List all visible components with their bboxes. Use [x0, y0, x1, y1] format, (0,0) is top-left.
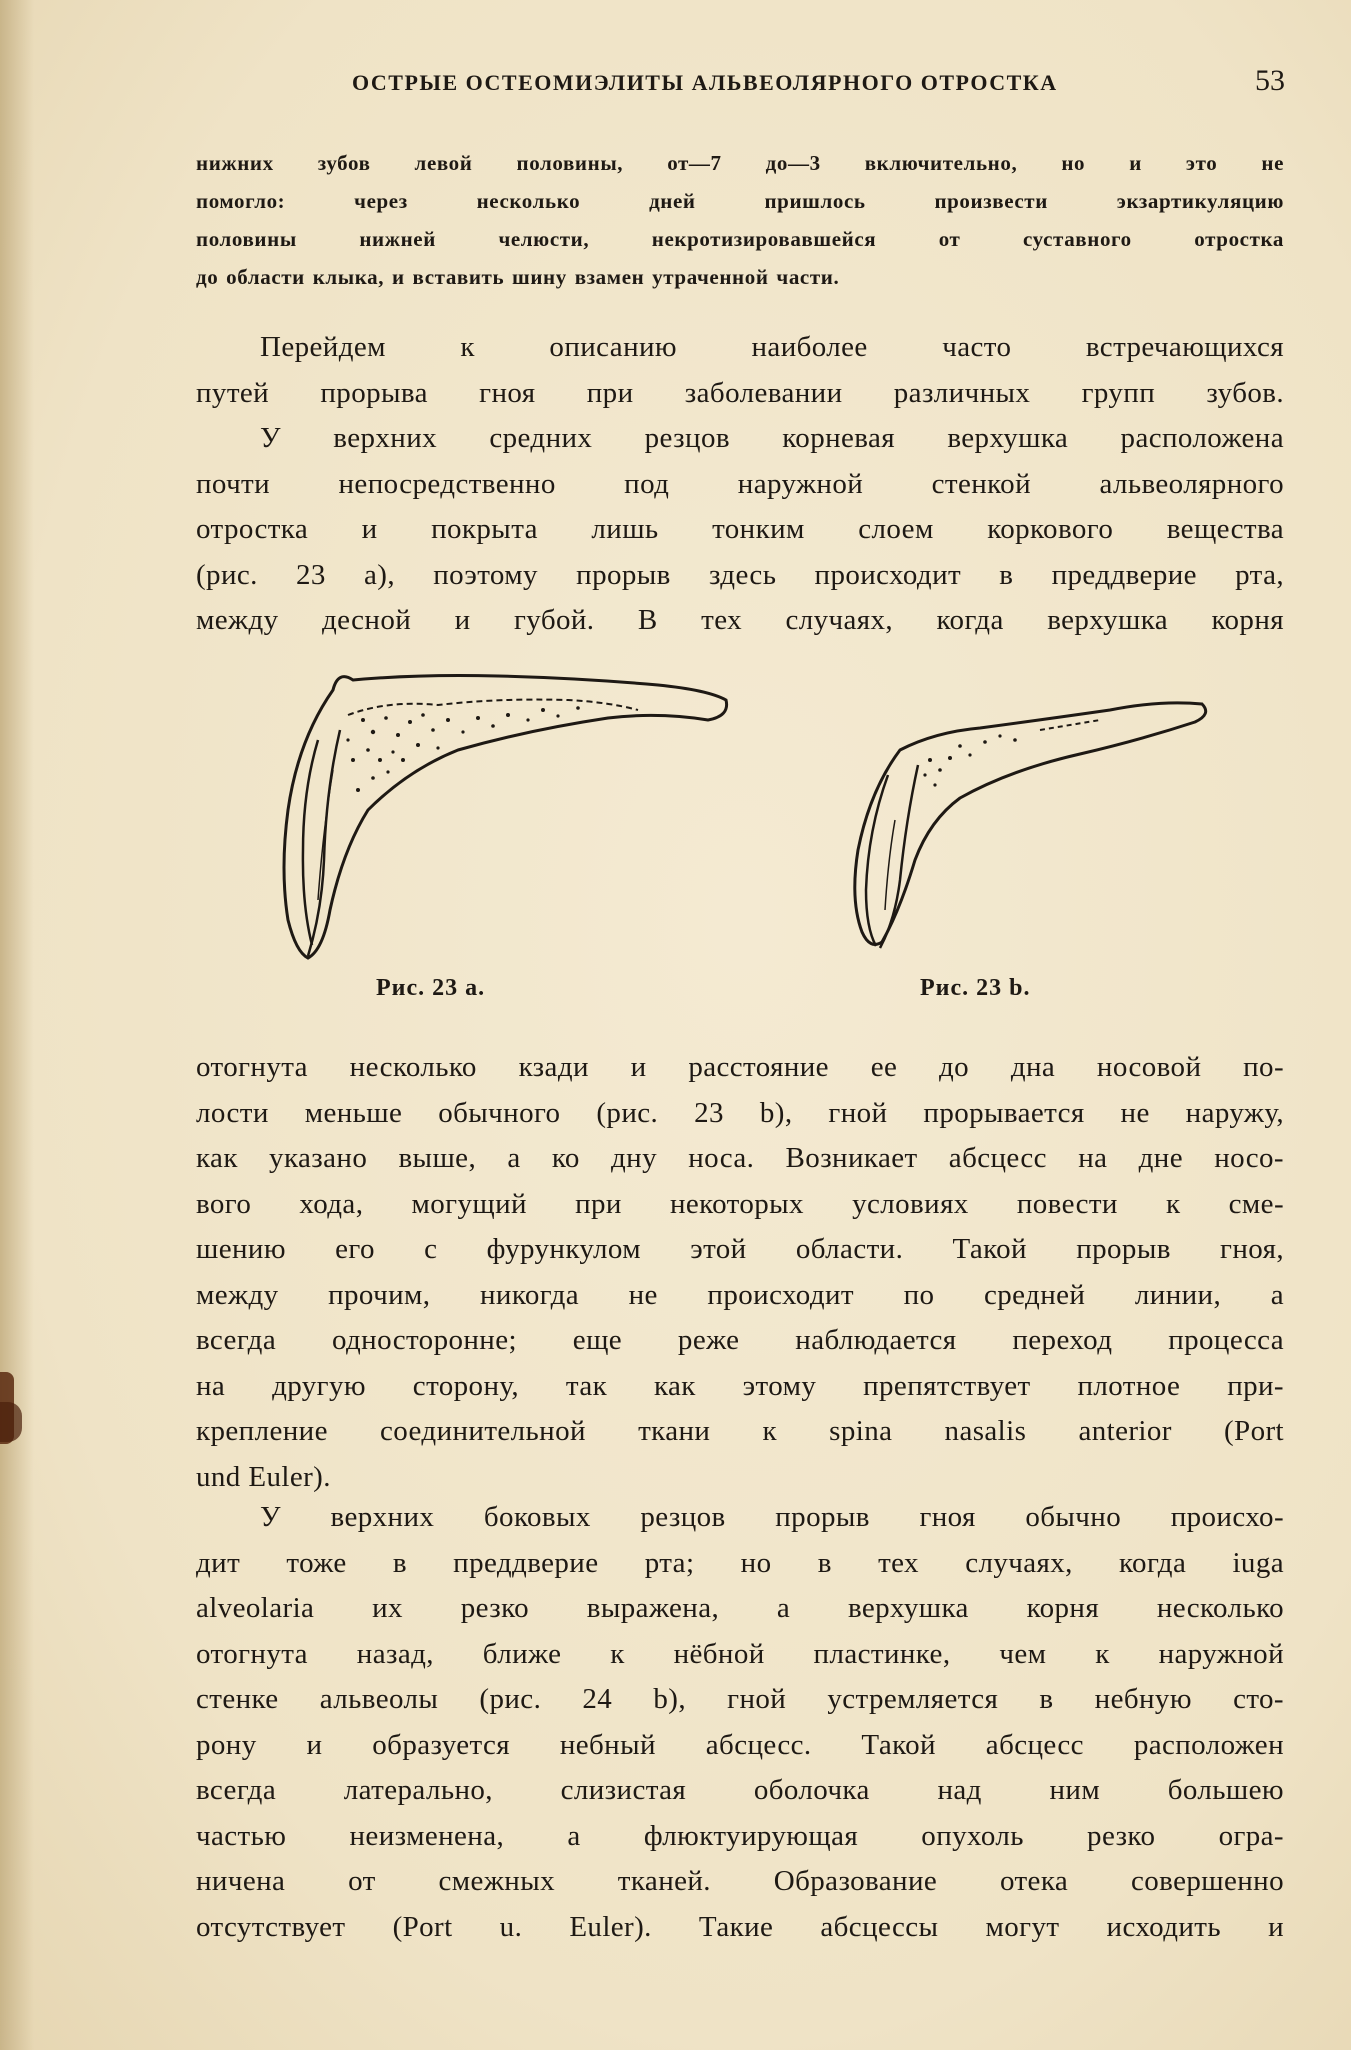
text-line: между прочим, никогда не происходит по средней линии, а — [196, 1278, 1284, 1311]
figure-caption: Рис. 23 а. — [376, 975, 486, 1001]
text-line: крепление соединительной ткани к spina nasalis anterior (Port — [196, 1415, 1284, 1447]
page-stain — [0, 1402, 22, 1442]
text-line: отростка и покрыта лишь тонким слоем коркового вещества — [196, 513, 1284, 545]
text-line: ничена от смежных тканей. Образование отека совершенно — [196, 1865, 1284, 1897]
text-line: частью неизменена, а флюктуирующая опухоль резко огра- — [196, 1819, 1284, 1852]
text-line: отсутствует (Port u. Euler). Такие абсцессы могут исходить и — [196, 1910, 1284, 1943]
text-line: рону и образуется небный абсцесс. Такой абсцесс расположен — [196, 1728, 1284, 1761]
text-line: вого хода, могущий при некоторых условиях повести к сме- — [196, 1187, 1284, 1220]
text-line: почти непосредственно под наружной стенкой альвеолярного — [196, 467, 1284, 500]
text-line: нижних зубов левой половины, от—7 до—3 включительно, но и это не — [196, 151, 1284, 175]
page-number: 53 — [1255, 64, 1285, 97]
text-line: У верхних боковых резцов прорыв гноя обычно происхо- — [260, 1501, 1284, 1533]
text-line: (рис. 23 а), поэтому прорыв здесь происходит в преддверие рта, — [196, 558, 1284, 591]
text-line: половины нижней челюсти, некротизировавшейся от суставного отростка — [196, 227, 1284, 251]
text-line: отогнута назад, ближе к нёбной пластинке, чем к наружной — [196, 1637, 1284, 1670]
text-line: стенке альвеолы (рис. 24 b), гной устремляется в небную сто- — [196, 1683, 1284, 1715]
text-line: дит тоже в преддверие рта; но в тех случаях, когда iuga — [196, 1546, 1284, 1579]
text-line: всегда односторонне; еще реже наблюдается переход процесса — [196, 1324, 1284, 1356]
running-title: ОСТРЫЕ ОСТЕОМИЭЛИТЫ АЛЬВЕОЛЯРНОГО ОТРОСТКА — [352, 70, 1058, 95]
text-line: всегда латерально, слизистая оболочка над ним большею — [196, 1774, 1284, 1806]
text-line: лости меньше обычного (рис. 23 b), гной прорывается не наружу, — [196, 1096, 1284, 1129]
text-line: Перейдем к описанию наиболее часто встречающихся — [260, 331, 1284, 363]
figure-23b-illustration — [840, 670, 1220, 950]
figure-23a-illustration — [278, 660, 738, 960]
text-line: как указано выше, а ко дну носа. Возникает абсцесс на дне носо- — [196, 1142, 1284, 1174]
text-line: путей прорыва гноя при заболевании различных групп зубов. — [196, 376, 1284, 409]
text-line: und Euler). — [196, 1460, 331, 1493]
body-paragraph — [196, 1495, 1284, 1950]
body-paragraph — [196, 1045, 1284, 1500]
text-line: помогло: через несколько дней пришлось произвести экзартикуляцию — [196, 189, 1284, 213]
figure-caption: Рис. 23 b. — [920, 975, 1031, 1001]
body-paragraph — [196, 325, 1284, 644]
running-header — [200, 64, 1285, 104]
text-line: У верхних средних резцов корневая верхушка расположена — [260, 422, 1284, 454]
text-line: отогнута несколько кзади и расстояние ее до дна носовой по- — [196, 1051, 1284, 1083]
text-line: alveolaria их резко выражена, а верхушка корня несколько — [196, 1592, 1284, 1624]
text-line: между десной и губой. В тех случаях, когда верхушка корня — [196, 604, 1284, 636]
text-line: шению его с фурункулом этой области. Такой прорыв гноя, — [196, 1233, 1284, 1265]
text-line: на другую сторону, так как этому препятствует плотное при- — [196, 1369, 1284, 1402]
text-line: до области клыка, и вставить шину взамен утраченной части. — [196, 265, 840, 289]
small-print-paragraph — [196, 144, 1284, 296]
page-edge-shadow — [0, 0, 34, 2050]
